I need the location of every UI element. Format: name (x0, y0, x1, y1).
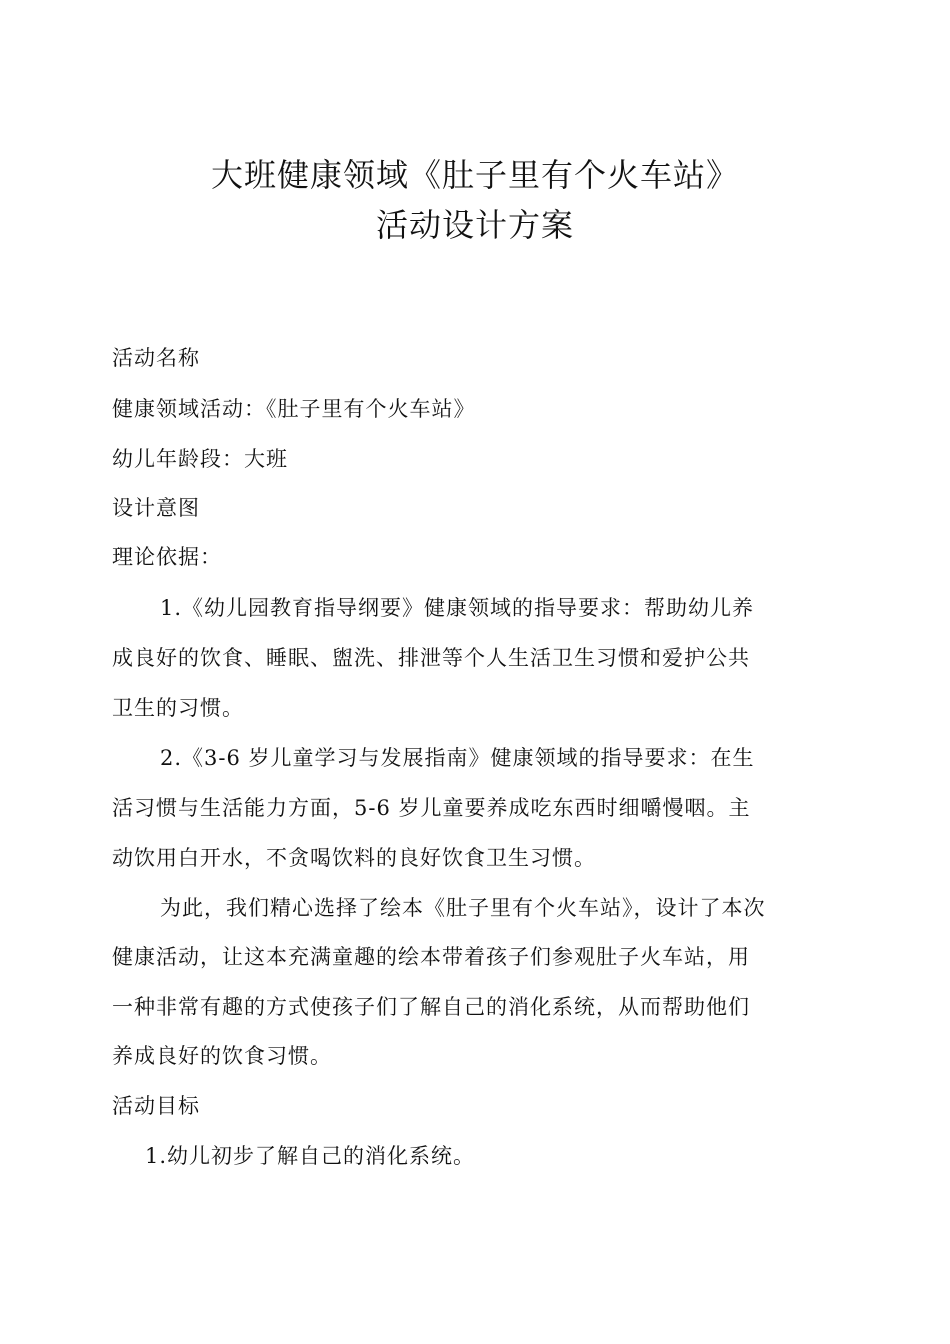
activity-name: 健康领域活动：《肚子里有个火车站》 (112, 397, 476, 421)
goal-1: 1.幼儿初步了解自己的消化系统。 (145, 1144, 476, 1168)
activity-name-heading: 活动名称 (112, 346, 200, 370)
design-intent-heading: 设计意图 (112, 496, 200, 520)
theory-1-line-1: 1.《幼儿园教育指导纲要》健康领域的指导要求：帮助幼儿养 (160, 596, 755, 620)
rationale-line-1: 为此，我们精心选择了绘本《肚子里有个火车站》，设计了本次 (160, 896, 766, 920)
theory-2-line-1: 2.《3-6 岁儿童学习与发展指南》健康领域的指导要求：在生 (160, 746, 755, 770)
document-title-line-1: 大班健康领域《肚子里有个火车站》 (210, 156, 739, 194)
age-group: 幼儿年龄段：大班 (112, 447, 288, 471)
theory-heading: 理论依据： (112, 545, 222, 569)
theory-2-line-3: 动饮用白开水，不贪喝饮料的良好饮食卫生习惯。 (112, 846, 596, 870)
theory-1-line-3: 卫生的习惯。 (112, 696, 244, 720)
goals-heading: 活动目标 (112, 1094, 200, 1118)
rationale-line-2: 健康活动，让这本充满童趣的绘本带着孩子们参观肚子火车站，用 (112, 945, 750, 969)
rationale-line-4: 养成良好的饮食习惯。 (112, 1044, 332, 1068)
theory-1-line-2: 成良好的饮食、睡眠、盥洗、排泄等个人生活卫生习惯和爱护公共 (112, 646, 750, 670)
rationale-line-3: 一种非常有趣的方式使孩子们了解自己的消化系统，从而帮助他们 (112, 995, 750, 1019)
document-title-line-2: 活动设计方案 (375, 206, 574, 244)
theory-2-line-2: 活习惯与生活能力方面，5-6 岁儿童要养成吃东西时细嚼慢咽。主 (112, 796, 751, 820)
